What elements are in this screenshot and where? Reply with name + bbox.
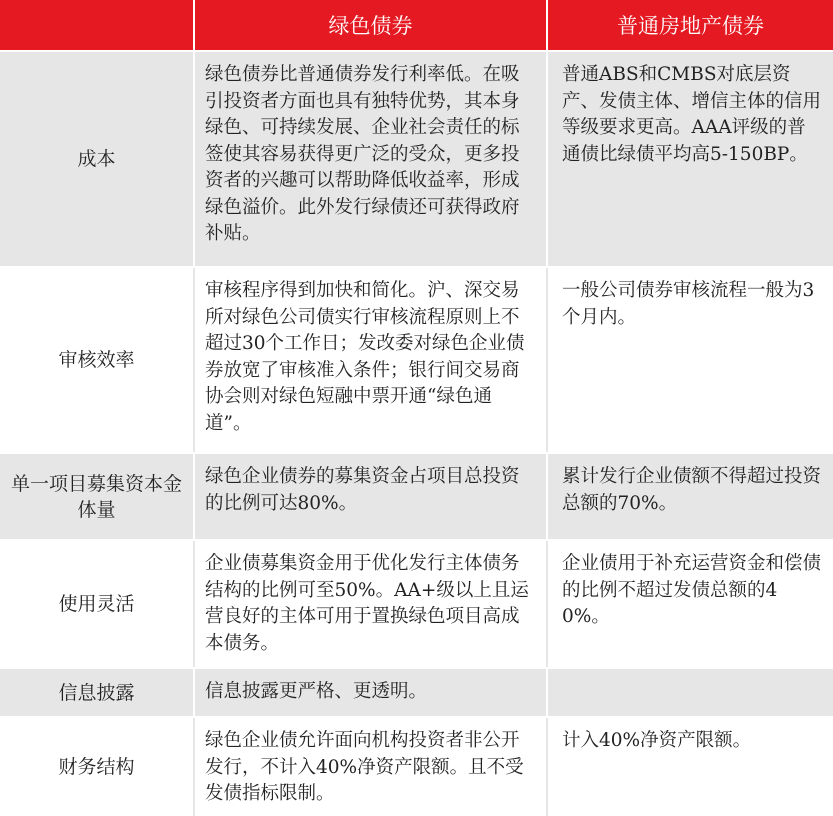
header-normal-bond: 普通房地产债券	[546, 0, 833, 50]
row-label: 审核效率	[58, 349, 135, 371]
green-bond-cell: 企业债募集资金用于优化发行主体债务结构的比例可至50%。AA+级以上且运营良好的主体可用于置换绿色项目高成本债务。	[193, 541, 546, 667]
header-green-bond: 绿色债券	[193, 0, 546, 50]
green-bond-cell: 绿色债券比普通债券发行利率低。在吸引投资者方面也具有独特优势，其本身绿色、可持续发展、企业社会责任的标签使其容易获得更广泛的受众，更多投资者的兴趣可以帮助降低收益率，形成绿色溢价。此外发行绿债还可获得政府补贴。	[193, 52, 546, 266]
green-bond-cell: 绿色企业债允许面向机构投资者非公开发行，不计入40%净资产限额。且不受发债指标限制。	[193, 718, 546, 816]
table-row-disclosure	[0, 669, 833, 716]
header-blank-cell	[0, 0, 193, 50]
normal-bond-cell: 计入40%净资产限额。	[546, 718, 833, 816]
normal-bond-cell: 一般公司债券审核流程一般为3个月内。	[546, 268, 833, 452]
normal-bond-cell	[546, 669, 833, 716]
table-row-cost	[0, 52, 833, 266]
normal-bond-cell: 企业债用于补充运营资金和偿债的比例不超过发债总额的40%。	[546, 541, 833, 667]
table-row-project-capital	[0, 454, 833, 539]
normal-bond-cell: 普通ABS和CMBS对底层资产、发债主体、增信主体的信用等级要求更高。AAA评级的普通债比绿债平均高5-150BP。	[546, 52, 833, 266]
green-bond-cell: 审核程序得到加快和简化。沪、深交易所对绿色公司债实行审核流程原则上不超过30个工作日；发改委对绿色企业债券放宽了审核准入条件；银行间交易商协会则对绿色短融中票开通“绿色通道”。	[193, 268, 546, 452]
row-label: 财务结构	[58, 756, 135, 778]
normal-bond-cell: 累计发行企业债额不得超过投资总额的70%。	[546, 454, 833, 539]
table-row-review-efficiency	[0, 268, 833, 452]
green-bond-cell: 信息披露更严格、更透明。	[193, 669, 546, 716]
row-label: 单一项目募集资本金体量	[10, 472, 182, 521]
row-label: 成本	[77, 148, 116, 170]
row-label: 使用灵活	[58, 593, 135, 615]
table-row-flexibility	[0, 541, 833, 667]
green-bond-cell: 绿色企业债券的募集资金占项目总投资的比例可达80%。	[193, 454, 546, 539]
table-header	[0, 0, 833, 50]
row-label: 信息披露	[58, 681, 135, 704]
table-row-financial-structure	[0, 718, 833, 816]
